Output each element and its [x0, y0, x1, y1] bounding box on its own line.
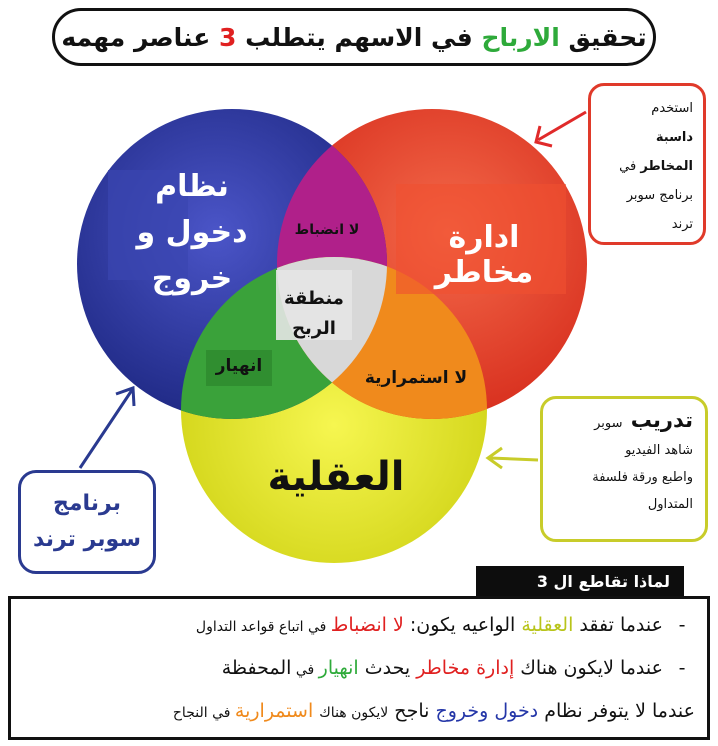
text-span: عندما تفقد	[573, 614, 663, 636]
text-span: في	[207, 705, 235, 721]
red-yellow-overlap-label: لا استمرارية	[364, 368, 468, 388]
training-note-line: واطبع ورقة فلسفة	[592, 470, 693, 485]
risk-note-line: برنامج سوبر	[626, 188, 693, 203]
risk-note-line: ترند	[671, 217, 693, 232]
text-span: يحدث	[358, 657, 417, 679]
profit-zone-line: الربح	[292, 318, 336, 339]
risk-note-line: استخدم	[651, 101, 693, 116]
no-discipline-word: لا انضباط	[330, 614, 404, 636]
title-part: في الاسهم يتطلب	[236, 22, 482, 52]
text-span: عندما لا يتوفر نظام	[538, 700, 695, 722]
training-note-line: شاهد الفيديو	[625, 443, 693, 458]
text-span: المحفظة	[221, 657, 292, 679]
yellow-circle-label: العقلية	[267, 454, 405, 500]
continuity-word: استمرارية	[234, 700, 320, 722]
blue-yellow-overlap-label: انهيار	[215, 356, 263, 376]
explanation-box	[8, 596, 710, 740]
entry-exit-word: دخول وخروج	[435, 700, 539, 722]
text-span: عندما لايكون هناك	[514, 657, 663, 679]
explanation-line-3	[21, 691, 695, 734]
text-span: لايكون هناك	[319, 705, 389, 721]
red-arrow	[536, 112, 586, 146]
blue-arrow	[80, 388, 134, 468]
risk-calculator-note	[588, 83, 706, 245]
risk-note-line: المخاطر	[640, 159, 693, 174]
why-intersection-tag: لماذا تقاطع ال 3	[476, 566, 684, 596]
mindset-word: العقلية	[521, 614, 574, 636]
program-note-line: برنامج	[53, 491, 121, 516]
blue-red-overlap-label: لا انضباط	[294, 222, 360, 238]
program-note	[18, 470, 156, 574]
title-profits-word: الارباح	[481, 22, 560, 52]
title-part: تحقيق	[559, 22, 647, 52]
explanation-line-2	[21, 648, 695, 691]
risk-note-line: في	[619, 159, 641, 174]
bullet-dash: -	[678, 657, 686, 679]
text-span: في	[291, 662, 319, 678]
blue-label-line: نظام	[155, 169, 229, 204]
blue-circle-label	[112, 164, 272, 302]
text-span: ناجح	[388, 700, 436, 722]
risk-management-word: إدارة مخاطر	[416, 657, 515, 679]
text-span: في	[303, 619, 331, 635]
collapse-word: انهيار	[318, 657, 359, 679]
explanation-line-1	[21, 605, 695, 648]
training-note-line: المتداول	[647, 497, 693, 512]
title-number: 3	[219, 22, 237, 52]
title-part: عناصر مهمه	[61, 22, 220, 52]
training-subtitle: سوبر	[594, 416, 623, 431]
training-note	[540, 396, 708, 542]
text-span: النجاح	[172, 705, 208, 721]
bullet-dash: -	[678, 614, 686, 636]
program-note-line: سوبر ترند	[33, 527, 141, 552]
text-span: الواعيه يكون:	[403, 614, 522, 636]
red-circle-label: ادارة مخاطر	[434, 220, 534, 290]
blue-label-line: دخول و	[136, 215, 248, 250]
training-title: تدريب	[630, 408, 693, 432]
yellow-arrow	[488, 448, 538, 468]
text-span: اتباع قواعد التداول	[195, 619, 304, 635]
risk-note-line: داسبة	[655, 130, 693, 145]
profit-zone-label	[276, 284, 352, 344]
profit-zone-line: منطقة	[284, 288, 344, 309]
blue-label-line: خروج	[151, 261, 233, 296]
